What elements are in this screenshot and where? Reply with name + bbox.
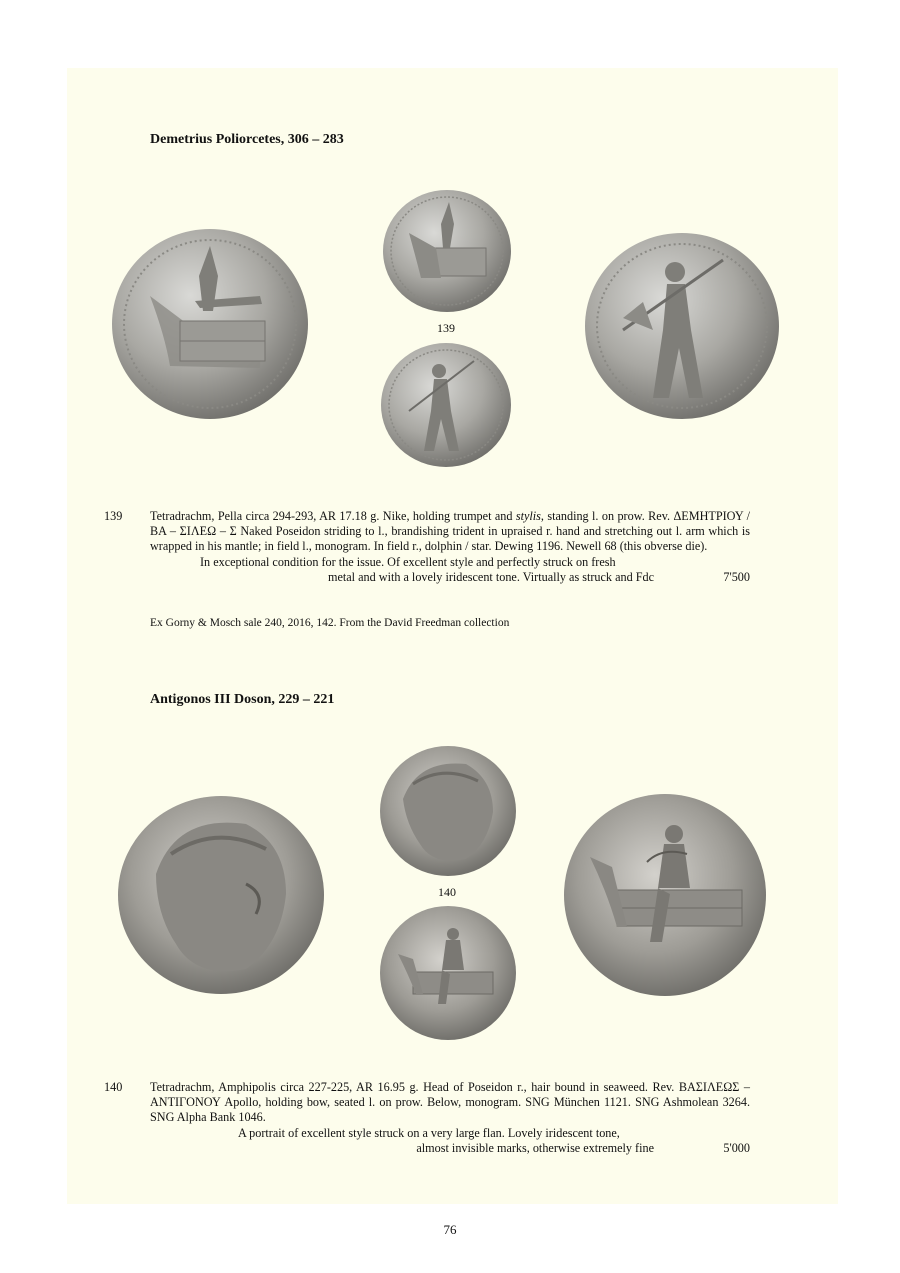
lot-139-text-b: , standing l. on prow. Rev. ΔΕΜΗΤΡΙΟΥ / ΒΑ – ΣΙΛΕΩ – Σ Naked Poseidon striding to l., brandishing trident in upraised r. hand and stretching out l. arm which is wrapped in his mantle; in field l., monogram. In field r., dolphin / star. Dewing 1196. Newell 68 (this obverse die). (150, 509, 750, 554)
lot-140-price: 5'000 (723, 1140, 750, 1155)
lot-139-description-text (150, 509, 750, 555)
coin-140-reverse-small (378, 904, 518, 1042)
lot-140-condition-row (150, 1141, 750, 1156)
lot-139-condition-line1: In exceptional condition for the issue. Of excellent style and perfectly struck on fresh (200, 554, 616, 569)
coin-140-obverse-small (378, 744, 518, 878)
lot-139-price: 7'500 (723, 569, 750, 584)
coin-139-reverse-large (583, 230, 781, 422)
lot-140-number: 140 (104, 1080, 123, 1094)
lot-140-condition-line1: A portrait of excellent style struck on a very large flan. Lovely iridescent tone, (238, 1125, 620, 1140)
lot-140-condition-line2: almost invisible marks, otherwise extremely fine (416, 1140, 654, 1155)
lot-139-text-a: Tetradrachm, Pella circa 294-293, AR 17.18 g. Nike, holding trumpet and (150, 509, 516, 523)
lot-140-description-text: Tetradrachm, Amphipolis circa 227-225, AR 16.95 g. Head of Poseidon r., hair bound in seaweed. Rev. ΒΑΣΙΛΕΩΣ – ΑΝΤΙΓΟΝΟΥ Apollo, holding bow, seated l. on prow. Below, monogram. SNG München 1121. SNG Ashmolean 3264. SNG Alpha Bank 1046. (150, 1080, 750, 1125)
lot-139-image-number: 139 (437, 321, 455, 335)
lot-139-number: 139 (104, 509, 123, 523)
lot-139-heading: Demetrius Poliorcetes, 306 – 283 (150, 132, 344, 147)
lot-139-text-italic: stylis (515, 509, 541, 523)
coin-139-obverse-large (110, 226, 310, 422)
coin-139-reverse-small (379, 341, 513, 469)
lot-140-description (150, 1080, 750, 1156)
page-number: 76 (443, 1222, 457, 1237)
coin-140-obverse-large (116, 794, 326, 996)
lot-139-condition-row (150, 570, 750, 585)
coin-140-reverse-large (562, 792, 768, 998)
coin-139-obverse-small (381, 188, 513, 314)
lot-139-provenance: Ex Gorny & Mosch sale 240, 2016, 142. From the David Freedman collection (150, 617, 510, 629)
lot-140-image-number: 140 (438, 885, 456, 899)
lot-140-heading: Antigonos III Doson, 229 – 221 (150, 692, 335, 707)
lot-139-description (150, 509, 750, 585)
lot-139-condition-line2: metal and with a lovely iridescent tone. Virtually as struck and Fdc (328, 569, 654, 584)
